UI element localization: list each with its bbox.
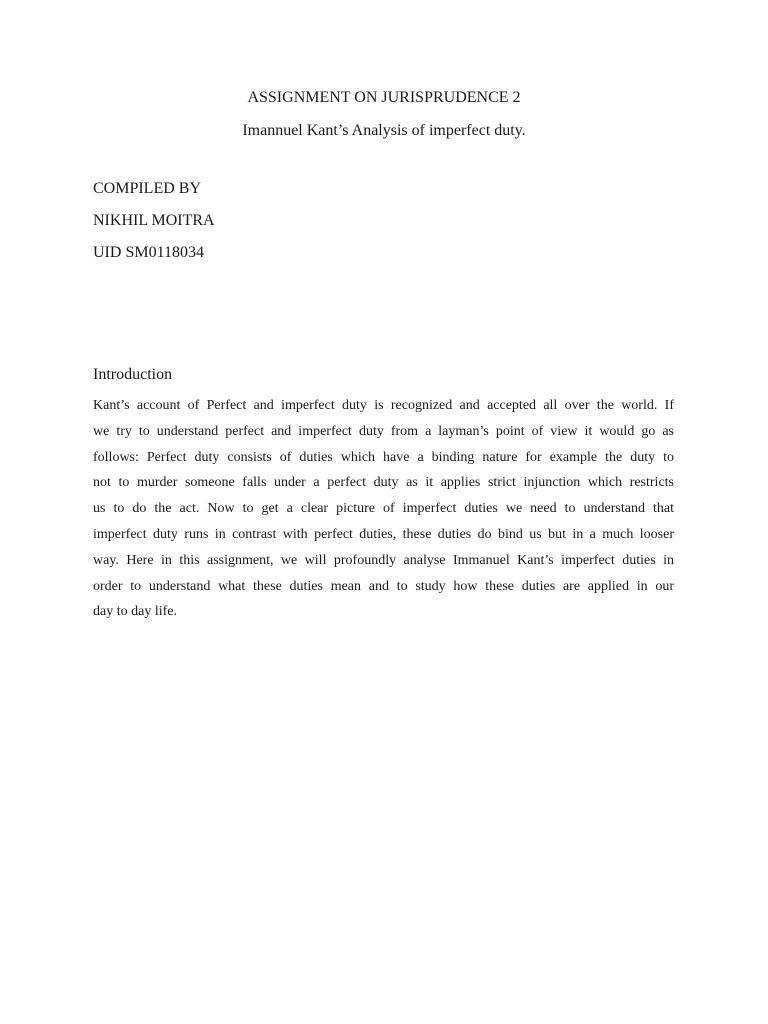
paragraph-line: not to murder someone falls under a perfect duty as it applies strict injunction which restricts [93, 475, 674, 491]
paragraph-line: follows: Perfect duty consists of duties which have a binding nature for example the duty to [93, 449, 674, 465]
paragraph-line: we try to understand perfect and imperfect duty from a layman’s point of view it would go as [93, 423, 674, 439]
section-heading-introduction: Introduction [93, 366, 173, 383]
paragraph-line: way. Here in this assignment, we will profoundly analyse Immanuel Kant’s imperfect duties in [93, 552, 674, 568]
paragraph-line: us to do the act. Now to get a clear picture of imperfect duties we need to understand that [93, 501, 674, 517]
author-uid: UID SM0118034 [93, 244, 204, 261]
paragraph-line: order to understand what these duties mean and to study how these duties are applied in our [93, 578, 674, 594]
paragraph-line: day to day life. [93, 604, 177, 620]
paragraph-line: Kant’s account of Perfect and imperfect duty is recognized and accepted all over the world. If [93, 398, 674, 413]
compiled-by-label: COMPILED BY [93, 180, 202, 197]
introduction-paragraph [93, 393, 674, 625]
document-subtitle: Imannuel Kant’s Analysis of imperfect duty. [242, 122, 526, 139]
document-title: ASSIGNMENT ON JURISPRUDENCE 2 [247, 89, 521, 106]
author-name: NIKHIL MOITRA [93, 212, 215, 229]
paragraph-line: imperfect duty runs in contrast with perfect duties, these duties do bind us but in a much looser [93, 526, 674, 542]
